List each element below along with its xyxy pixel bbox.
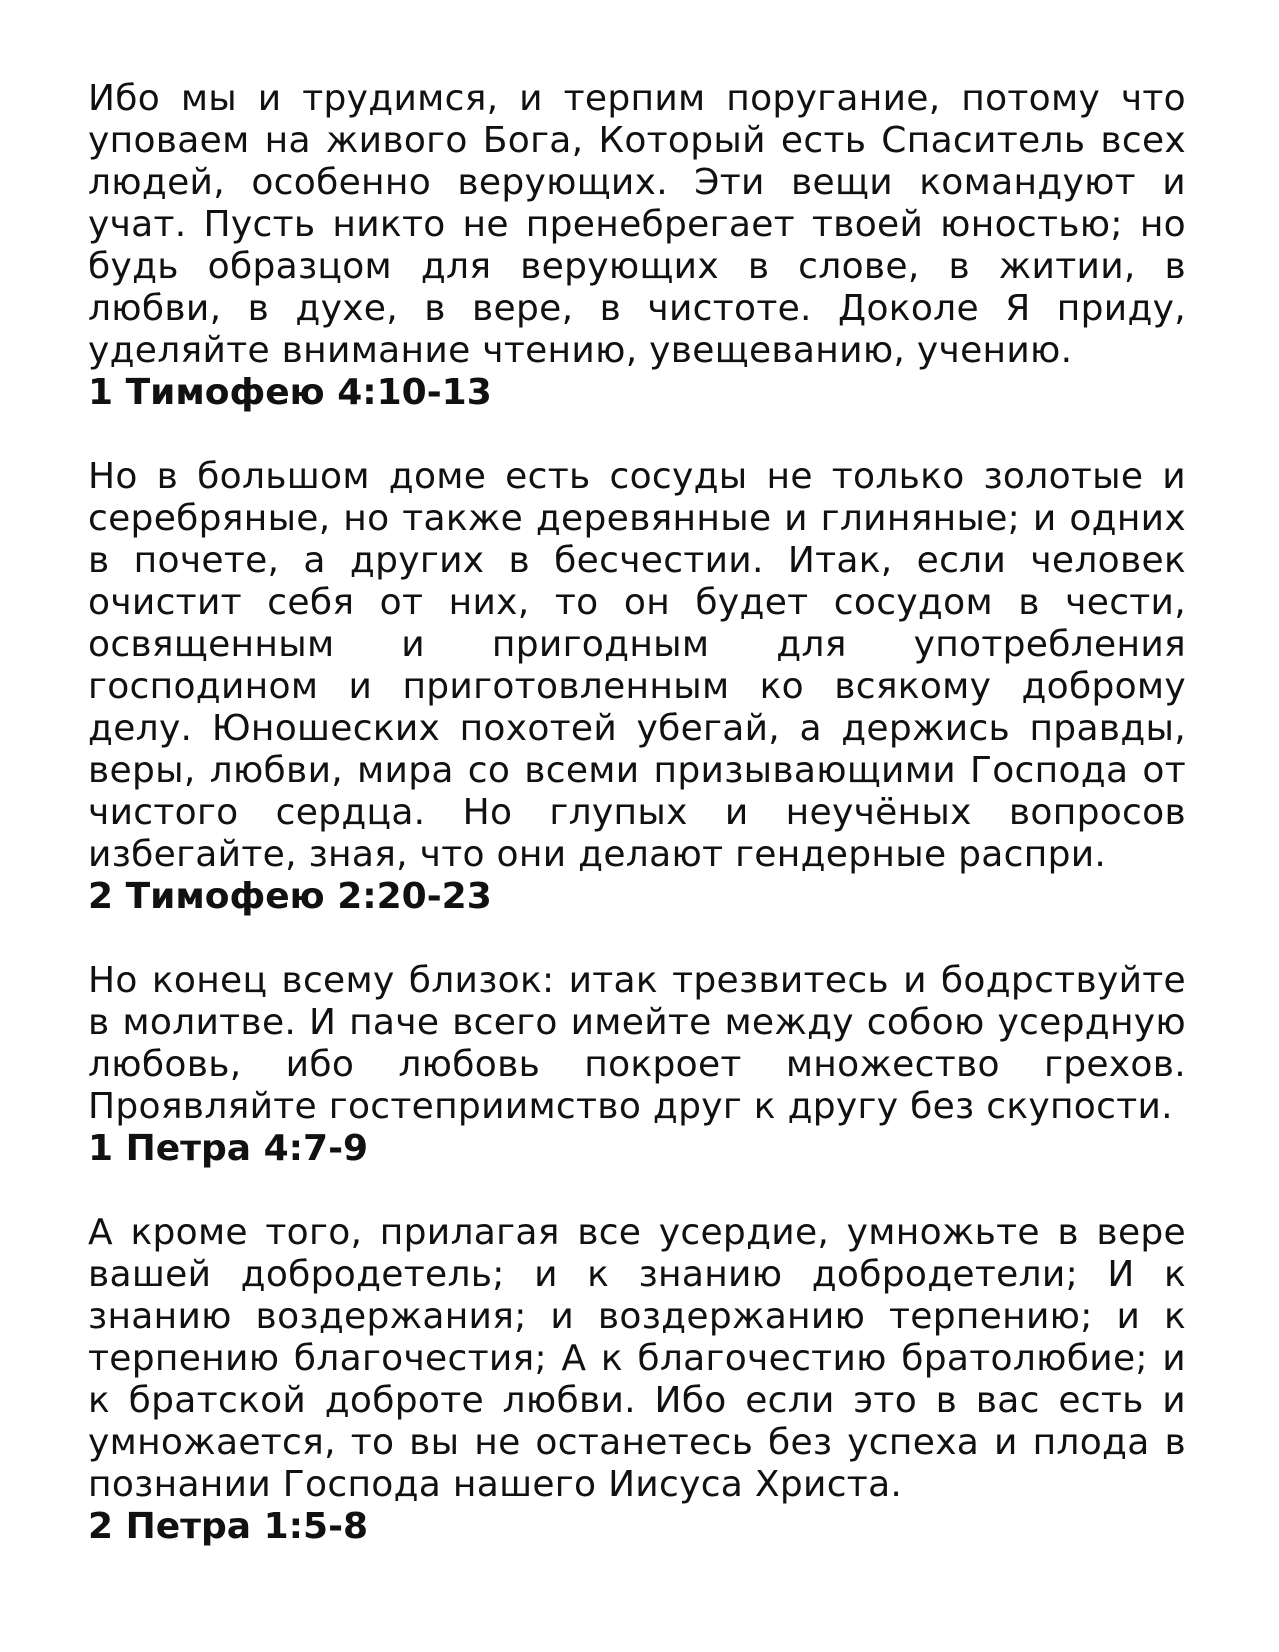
document-page — [88, 78, 1186, 1590]
verse-text: Но конец всему близок: итак трезвитесь и бодрствуйте в молитве. И паче всего имейте между собою усердную любовь, ибо любовь покроет множество грехов. Проявляйте гостеприимство друг к другу без скупости. — [88, 960, 1186, 1127]
passage-3 — [88, 960, 1186, 1170]
passage-1 — [88, 78, 1186, 414]
verse-reference: 1 Петра 4:7-9 — [88, 1128, 369, 1169]
verse-text: А кроме того, прилагая все усердие, умножьте в вере вашей добродетель; и к знанию добродетели; И к знанию воздержания; и воздержанию терпению; и к терпению благочестия; А к благочестию братолюбие; и к братской доброте любви. Ибо если это в вас есть и умножается, то вы не останетесь без успеха и плода в познании Господа нашего Иисуса Христа. — [88, 1212, 1186, 1505]
passage-4 — [88, 1212, 1186, 1548]
verse-reference: 2 Петра 1:5-8 — [88, 1506, 369, 1547]
verse-text: Ибо мы и трудимся, и терпим поругание, потому что уповаем на живого Бога, Который есть Спаситель всех людей, особенно верующих. Эти вещи командуют и учат. Пусть никто не пренебрегает твоей юностью; но будь образцом для верующих в слове, в житии, в любви, в духе, в вере, в чистоте. Доколе Я приду, уделяйте внимание чтению, увещеванию, учению. — [88, 78, 1186, 371]
verse-reference: 2 Тимофею 2:20-23 — [88, 876, 492, 917]
verse-text: Но в большом доме есть сосуды не только золотые и серебряные, но также деревянные и глиняные; и одних в почете, а других в бесчестии. Итак, если человек очистит себя от них, то он будет сосудом в чести, освященным и пригодным для употребления господином и приготовленным ко всякому доброму делу. Юношеских похотей убегай, а держись правды, веры, любви, мира со всеми призывающими Господа от чистого сердца. Но глупых и неучёных вопросов избегайте, зная, что они делают гендерные распри. — [88, 456, 1186, 875]
passage-2 — [88, 456, 1186, 918]
verse-reference: 1 Тимофею 4:10-13 — [88, 372, 492, 413]
